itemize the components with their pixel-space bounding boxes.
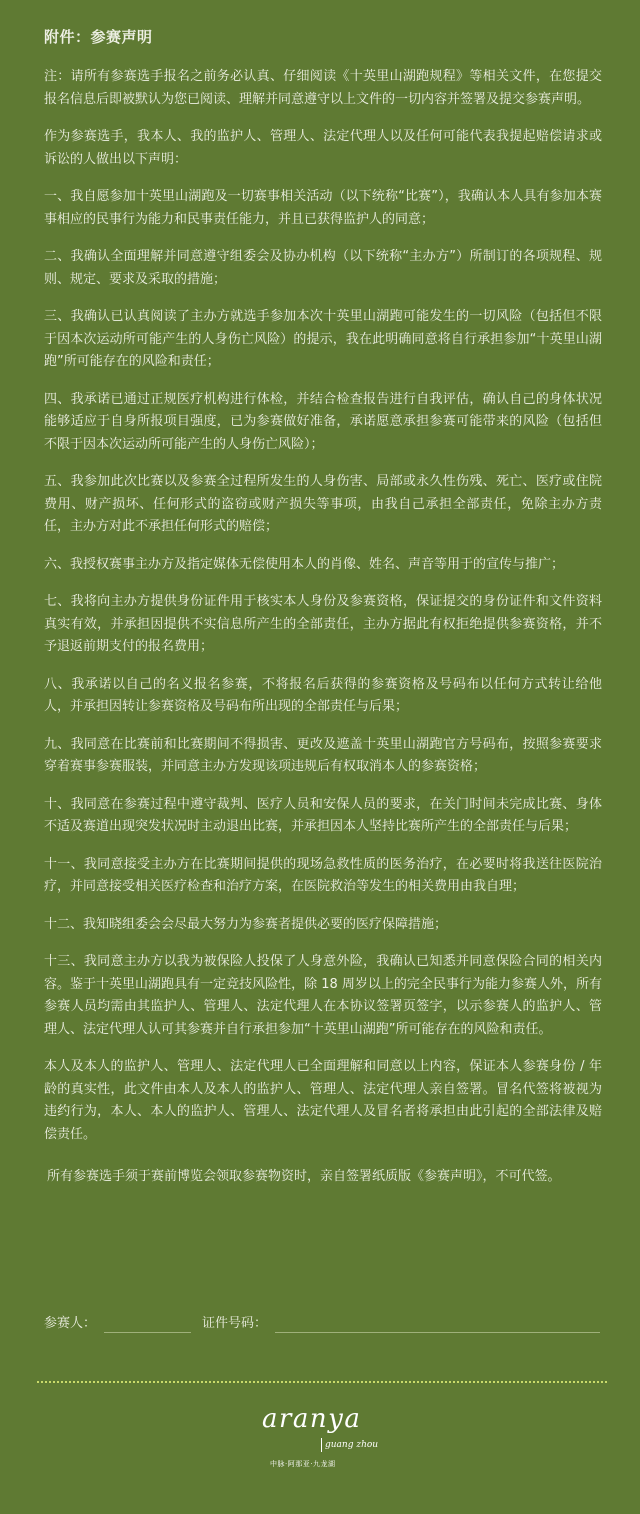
logo-chinese-name: 中脉·阿那亚·九龙湖 — [270, 1460, 336, 1468]
signing-note: 所有参赛选手须于赛前博览会领取参赛物资时，亲自签署纸质版《参赛声明》，不可代签。 — [47, 1169, 561, 1184]
clause-3: 三、我确认已认真阅读了主办方就选手参加本次十英里山湖跑可能发生的一切风险（包括但不限于因本次运动所可能产生的人身伤亡风险）的提示，我在此明确同意将自行承担参加“十英里山湖跑”所可能存在的风险和责任； — [44, 309, 602, 369]
clause-4: 四、我承诺已通过正规医疗机构进行体检，并结合检查报告进行自我评估，确认自己的身体状况能够适应于自身所报项目强度，已为参赛做好准备，承诺愿意承担参赛可能带来的风险（包括但不限于因本次运动所可能产生的人身伤亡风险）； — [44, 391, 602, 452]
participant-signature-line[interactable] — [104, 1332, 191, 1333]
logo-separator — [321, 1438, 322, 1452]
clause-9: 九、我同意在比赛前和比赛期间不得损害、更改及遮盖十英里山湖跑官方号码布，按照参赛要求穿着赛事参赛服装，并同意主办方发现该项违规后有权取消本人的参赛资格； — [44, 736, 602, 774]
clause-11: 十一、我同意接受主办方在比赛期间提供的现场急救性质的医务治疗，在必要时将我送往医院治疗，并同意接受相关医疗检查和治疗方案，在医院救治等发生的相关费用由我自理； — [44, 856, 602, 894]
page-title: 附件：参赛声明 — [44, 28, 153, 46]
declaration-body — [44, 66, 602, 1204]
clause-5: 五、我参加此次比赛以及参赛全过程所发生的人身伤害、局部或永久性伤残、死亡、医疗或住院费用、财产损坏、任何形式的盗窃或财产损失等事项，由我自己承担全部责任，免除主办方责任，主办方对此不承担任何形式的赔偿； — [44, 474, 602, 534]
logo-location: guang zhou — [325, 1440, 379, 1450]
clause-13: 十三、我同意主办方以我为被保险人投保了人身意外险，我确认已知悉并同意保险合同的相关内容。鉴于十英里山湖跑具有一定竞技风险性，除 18 周岁以上的完全民事行为能力参赛人外，所有参赛人员均需由其监护人、管理人、法定代理人在本协议签署页签字，以示参赛人的监护人、管理人、法定代理人认可其参赛并自行承担参加“十英里山湖跑”所可能存在的风险和责任。 — [44, 954, 602, 1037]
clause-7: 七、我将向主办方提供身份证件用于核实本人身份及参赛资格，保证提交的身份证件和文件资料真实有效，并承担因提供不实信息所产生的全部责任，主办方据此有权拒绝提供参赛资格，并不予退返前期支付的报名费用； — [44, 594, 602, 654]
clause-10: 十、我同意在参赛过程中遵守裁判、医疗人员和安保人员的要求，在关门时间未完成比赛、身体不适及赛道出现突发状况时主动退出比赛，并承担因本人坚持比赛所产生的全部责任与后果； — [44, 796, 602, 834]
intro-paragraph: 作为参赛选手，我本人、我的监护人、管理人、法定代理人以及任何可能代表我提起赔偿请求或诉讼的人做出以下声明： — [44, 129, 602, 167]
notice-paragraph: 注：请所有参赛选手报名之前务必认真、仔细阅读《十英里山湖跑规程》等相关文件，在您提交报名信息后即被默认为您已阅读、理解并同意遵守以上文件的一切内容并签署及提交参赛声明。 — [44, 69, 602, 107]
acknowledgement-paragraph: 本人及本人的监护人、管理人、法定代理人已全面理解和同意以上内容，保证本人参赛身份 / 年龄的真实性，此文件由本人及本人的监护人、管理人、法定代理人亲自签署。冒名代签将被视为违约行为，本人、本人的监护人、管理人、法定代理人及冒名者将承担由此引起的全部法律及赔偿责任。 — [44, 1059, 602, 1142]
signature-row — [44, 1313, 600, 1335]
clause-8: 八、我承诺以自己的名义报名参赛，不将报名后获得的参赛资格及号码布以任何方式转让给他人，并承担因转让参赛资格及号码布所出现的全部责任与后果； — [44, 676, 602, 714]
clause-2: 二、我确认全面理解并同意遵守组委会及协办机构（以下统称“主办方”）所制订的各项规程、规则、规定、要求及采取的措施； — [44, 249, 602, 287]
logo-wordmark: aranya — [262, 1404, 362, 1434]
id-number-line[interactable] — [275, 1332, 600, 1333]
clause-6: 六、我授权赛事主办方及指定媒体无偿使用本人的肖像、姓名、声音等用于的宣传与推广； — [44, 556, 565, 572]
participant-label: 参赛人： — [44, 1316, 97, 1331]
clause-12: 十二、我知晓组委会会尽最大努力为参赛者提供必要的医疗保障措施； — [44, 916, 448, 932]
aranya-logo — [0, 1404, 640, 1474]
id-number-label: 证件号码： — [202, 1316, 268, 1331]
clause-1: 一、我自愿参加十英里山湖跑及一切赛事相关活动（以下统称“比赛”），我确认本人具有参加本赛事相应的民事行为能力和民事责任能力，并且已获得监护人的同意； — [44, 189, 602, 227]
dotted-divider — [37, 1381, 607, 1383]
